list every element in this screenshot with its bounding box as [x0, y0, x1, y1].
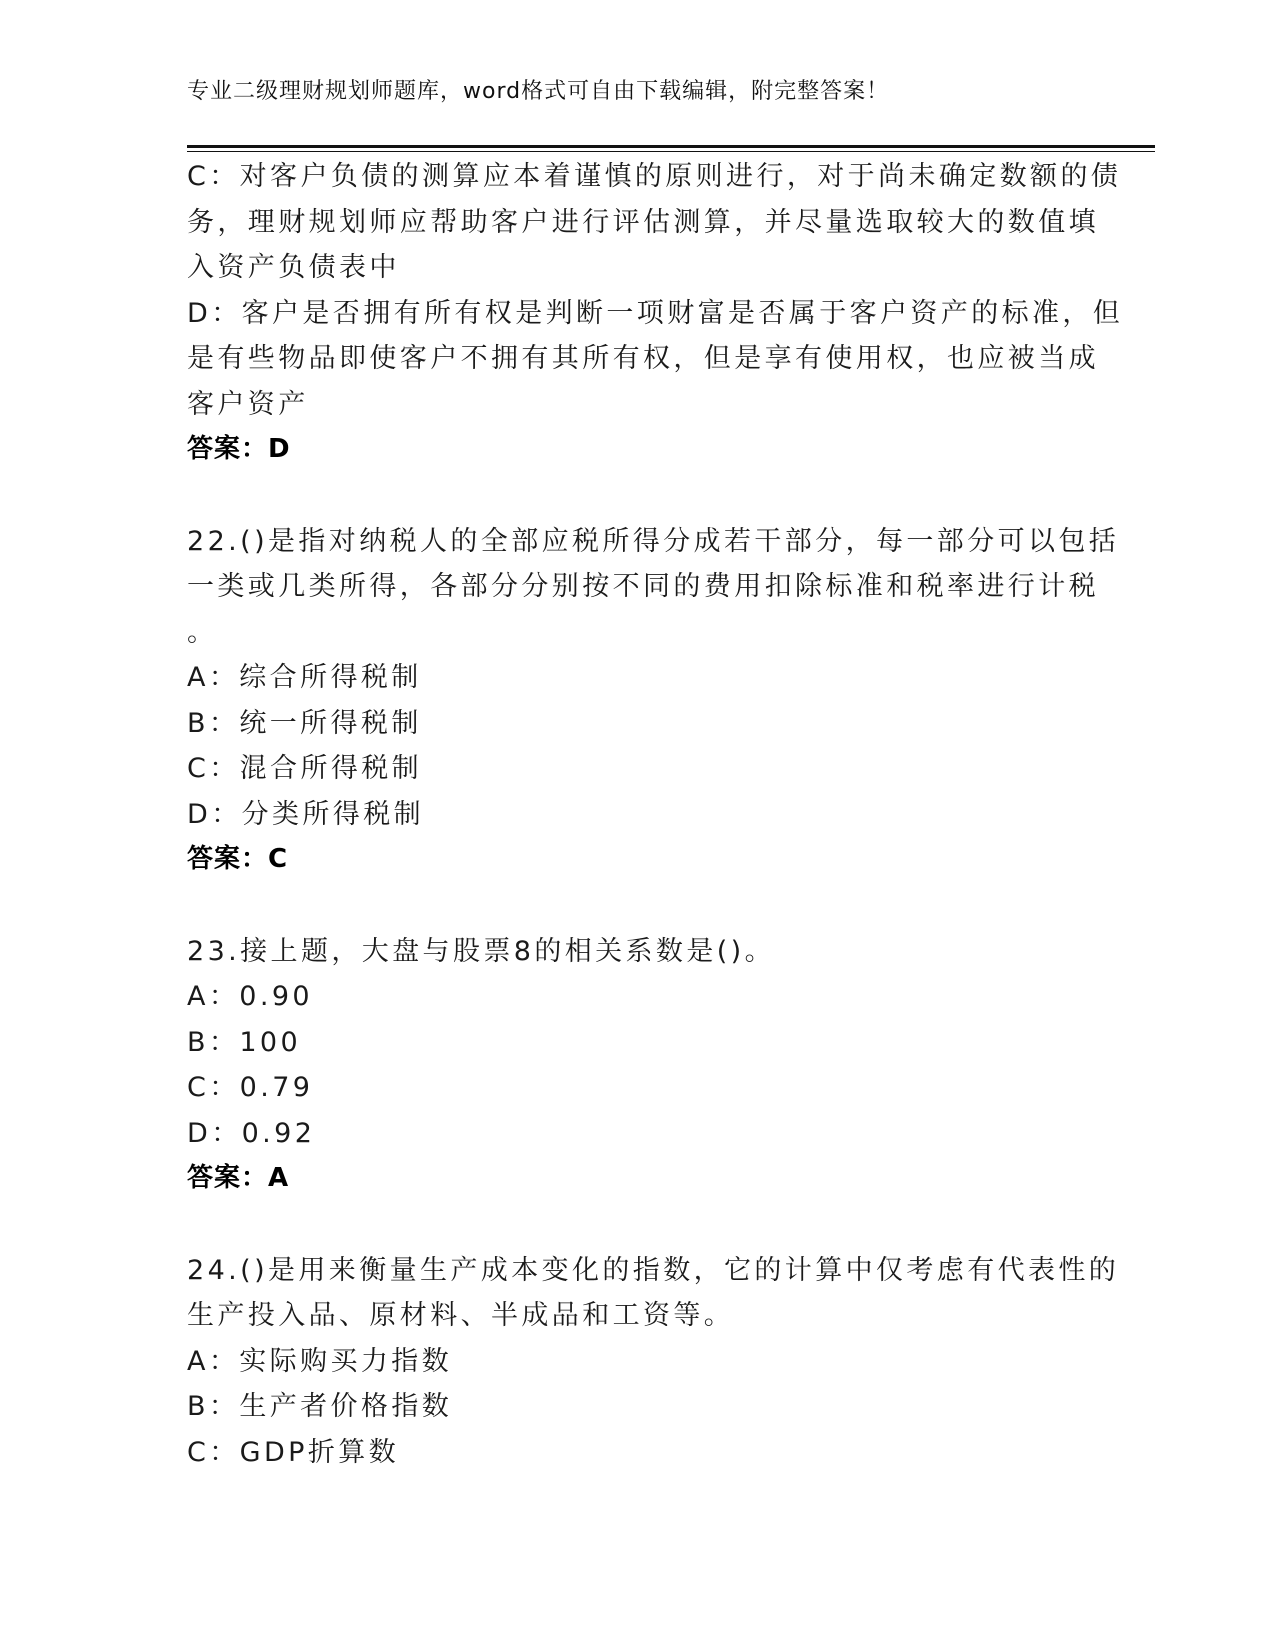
option-d: D：0.92: [187, 1117, 316, 1149]
option-b: B：生产者价格指数: [187, 1391, 453, 1422]
question-23-text: 23.接上题，大盘与股票8的相关系数是()。: [187, 935, 775, 967]
option-c-line-3: 入资产负债表中: [187, 252, 400, 283]
option-c-line-2: 务，理财规划师应帮助客户进行评估测算，并尽量选取较大的数值填: [187, 206, 1099, 238]
answer-23: 答案：A: [187, 1163, 290, 1193]
option-d: D：分类所得税制: [187, 798, 424, 830]
spacer: [187, 473, 1087, 519]
question-22-line-3: 。: [187, 616, 218, 648]
question-21-tail: [187, 154, 1124, 473]
spacer: [187, 1202, 1087, 1248]
page-header: 专业二级理财规划师题库，word格式可自由下载编辑，附完整答案！: [187, 79, 890, 104]
option-a: A：0.90: [187, 981, 313, 1012]
option-b: B：统一所得税制: [187, 707, 422, 739]
option-a: A：实际购买力指数: [187, 1345, 453, 1377]
option-d-line-3: 客户资产: [187, 388, 309, 420]
option-c: C：GDP折算数: [187, 1436, 400, 1468]
spacer: [187, 883, 1087, 929]
option-d-line-2: 是有些物品即使客户不拥有其所有权，但是享有使用权，也应被当成: [187, 343, 1099, 374]
document-body: [187, 154, 1124, 1475]
option-c: C：混合所得税制: [187, 753, 423, 784]
option-a: A：综合所得税制: [187, 662, 422, 693]
option-b: B：100: [187, 1026, 302, 1058]
question-23: [187, 929, 1087, 1202]
answer-21: 答案：D: [187, 434, 291, 464]
question-24-line-1: 24.()是用来衡量生产成本变化的指数，它的计算中仅考虑有代表性的: [187, 1254, 1120, 1286]
answer-22: 答案：C: [187, 844, 289, 874]
question-22: [187, 519, 1120, 883]
header-rule-thick: [187, 145, 1155, 148]
header-rule-thin: [187, 151, 1155, 152]
option-c: C：0.79: [187, 1072, 314, 1103]
option-c-line-1: C：对客户负债的测算应本着谨慎的原则进行，对于尚未确定数额的债: [187, 161, 1122, 192]
question-22-line-2: 一类或几类所得，各部分分别按不同的费用扣除标准和税率进行计税: [187, 571, 1099, 602]
question-24-line-2: 生产投入品、原材料、半成品和工资等。: [187, 1300, 735, 1331]
option-d-line-1: D：客户是否拥有所有权是判断一项财富是否属于客户资产的标准，但: [187, 297, 1124, 329]
question-22-line-1: 22.()是指对纳税人的全部应税所得分成若干部分，每一部分可以包括: [187, 525, 1120, 557]
question-24: [187, 1248, 1120, 1476]
